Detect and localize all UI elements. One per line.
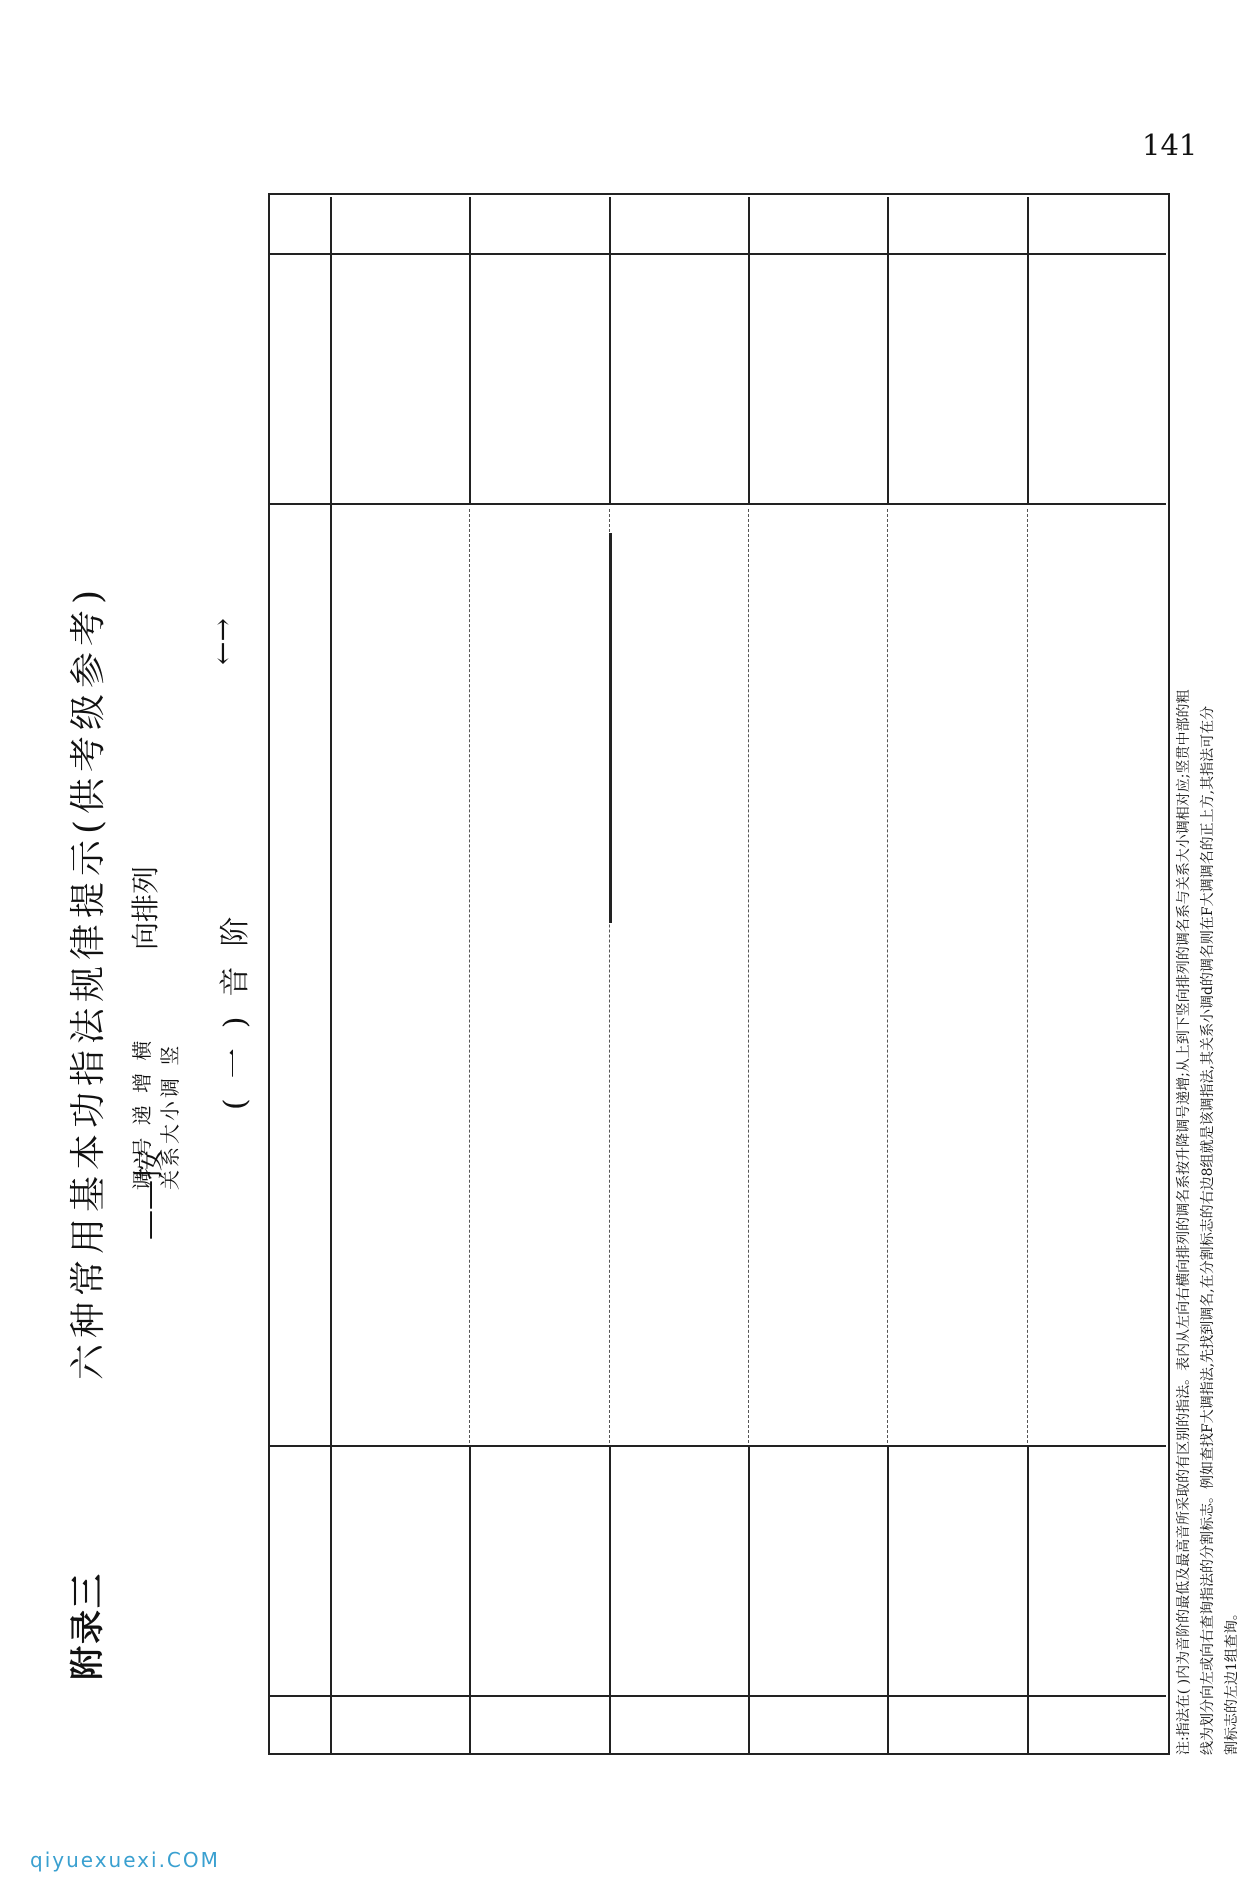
double-arrow-icon: ←→ (206, 618, 239, 665)
page-number: 141 (1142, 128, 1198, 162)
row-divider (887, 1447, 889, 1755)
row-divider (1027, 1447, 1029, 1755)
row-divider (748, 197, 750, 505)
header-divider (330, 197, 332, 1755)
subtitle-bottom: 关系大小调 竖 (158, 1042, 182, 1190)
column-divider (268, 1445, 1166, 1447)
row-divider (1027, 197, 1029, 505)
column-divider (268, 503, 1166, 505)
footnote-line: 线为划分向左或向右查询指法的分割标志。例如查找F大调指法,先找到调名,在分割标志的右边8组就是该调指法,其关系小调d的调名则在F大调调名的正上方,其指法可在分 (1200, 705, 1216, 1755)
row-guide (1027, 509, 1028, 1443)
column-divider (268, 1695, 1166, 1697)
footnote-line: 割标志的左边1组查询。 (1224, 1606, 1240, 1755)
section-title: (一)音阶 (218, 896, 253, 1110)
footnote (1172, 195, 1244, 1755)
subtitle-prefix: ——按 (132, 1150, 167, 1240)
table-frame (268, 193, 1170, 1755)
footnote-line: 注:指法在( )内为音阶的最低及最高音所采取的有区别的指法。表内从左向右横向排列的调名系按升降调号递增;从上到下竖向排列的调名系与关系大小调相对应;竖贯中部的粗 (1176, 689, 1192, 1755)
row-divider (748, 1447, 750, 1755)
row-divider (609, 1447, 611, 1755)
row-divider (469, 197, 471, 505)
row-divider (469, 1447, 471, 1755)
row-guide (887, 509, 888, 1443)
row-divider (887, 197, 889, 505)
subtitle-suffix: 向排列 (129, 865, 162, 950)
watermark: qiyuexuexi.COM (30, 1848, 220, 1872)
subtitle-top: 调 号 递 增 横 (130, 1037, 154, 1190)
page-title: 六种常用基本功指法规律提示(供考级参考) (68, 583, 109, 1380)
row-guide (469, 509, 470, 1443)
fingering-table (268, 195, 1168, 1755)
column-divider (268, 253, 1166, 255)
rotated-content (60, 50, 1240, 1810)
split-marker (609, 533, 612, 923)
row-guide (748, 509, 749, 1443)
appendix-label: 附录三 (68, 1572, 108, 1680)
row-divider (609, 197, 611, 505)
